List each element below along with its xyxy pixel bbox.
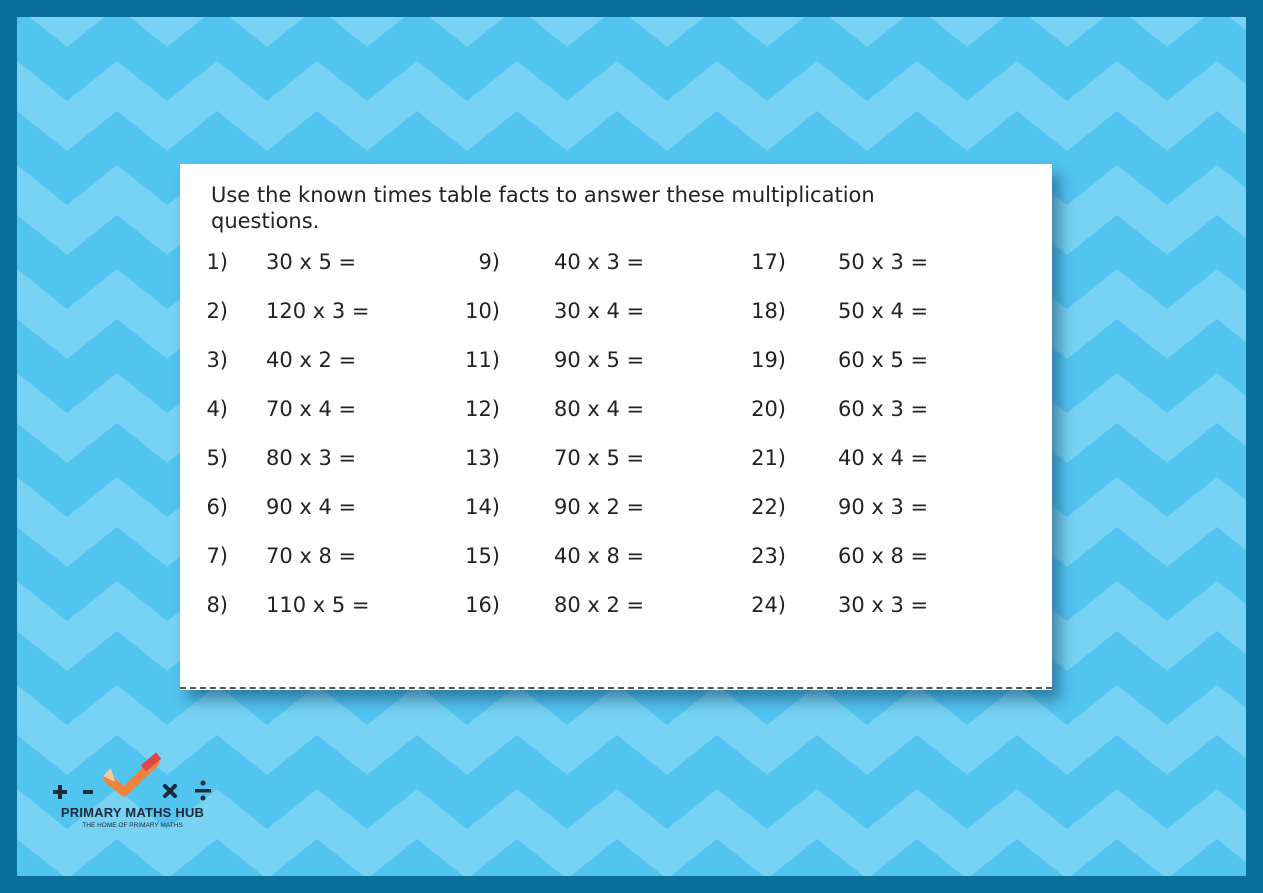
question-number: 19) (751, 348, 786, 372)
logo-brand-name: PRIMARY MATHS HUB (60, 805, 205, 820)
question-expression: 70 x 5 = (554, 446, 645, 470)
minus-icon (83, 790, 93, 794)
question-number: 17) (751, 250, 786, 274)
question-expression: 80 x 2 = (554, 593, 645, 617)
question-expression: 90 x 2 = (554, 495, 645, 519)
question-item (738, 593, 929, 617)
worksheet-instruction (211, 182, 1011, 234)
question-number: 23) (751, 544, 786, 568)
question-number: 8) (206, 593, 228, 617)
question-number: 4) (206, 397, 228, 421)
checkmark-pencil-icon (103, 753, 161, 792)
question-item (198, 348, 357, 372)
question-item (452, 593, 645, 617)
question-number: 15) (465, 544, 500, 568)
question-item (198, 544, 357, 568)
question-item (738, 299, 929, 323)
question-number: 14) (465, 495, 500, 519)
question-item (452, 544, 645, 568)
logo-icons (45, 752, 220, 807)
question-expression: 50 x 3 = (838, 250, 929, 274)
instruction-line-1: Use the known times table facts to answer these multiplication (211, 183, 875, 207)
question-item (452, 299, 645, 323)
question-number: 22) (751, 495, 786, 519)
question-item (738, 495, 929, 519)
question-expression: 70 x 8 = (266, 544, 357, 568)
question-item (198, 299, 370, 323)
times-icon (165, 786, 175, 796)
question-number: 18) (751, 299, 786, 323)
question-item (738, 544, 929, 568)
question-item (738, 397, 929, 421)
question-number: 11) (465, 348, 500, 372)
question-number: 1) (206, 250, 228, 274)
question-item (738, 446, 929, 470)
question-number: 13) (465, 446, 500, 470)
question-item (198, 250, 357, 274)
question-expression: 90 x 3 = (838, 495, 929, 519)
question-number: 24) (751, 593, 786, 617)
question-expression: 120 x 3 = (266, 299, 370, 323)
question-number: 3) (206, 348, 228, 372)
question-item (452, 446, 645, 470)
question-expression: 30 x 3 = (838, 593, 929, 617)
cut-line-divider (180, 687, 1052, 689)
question-number: 16) (465, 593, 500, 617)
question-expression: 30 x 4 = (554, 299, 645, 323)
instruction-line-2: questions. (211, 209, 320, 233)
question-expression: 30 x 5 = (266, 250, 357, 274)
question-expression: 40 x 8 = (554, 544, 645, 568)
logo-tagline: THE HOME OF PRIMARY MATHS (82, 822, 183, 829)
question-item (738, 250, 929, 274)
question-item (738, 348, 929, 372)
question-expression: 70 x 4 = (266, 397, 357, 421)
question-expression: 90 x 5 = (554, 348, 645, 372)
question-number: 6) (206, 495, 228, 519)
question-expression: 40 x 4 = (838, 446, 929, 470)
question-expression: 40 x 3 = (554, 250, 645, 274)
question-number: 2) (206, 299, 228, 323)
question-item (452, 250, 645, 274)
question-expression: 60 x 3 = (838, 397, 929, 421)
question-expression: 40 x 2 = (266, 348, 357, 372)
question-item (452, 348, 645, 372)
question-number: 10) (465, 299, 500, 323)
question-number: 7) (206, 544, 228, 568)
question-item (452, 495, 645, 519)
question-number: 20) (751, 397, 786, 421)
primary-maths-hub-logo (45, 752, 220, 834)
question-item (198, 446, 357, 470)
question-expression: 60 x 8 = (838, 544, 929, 568)
question-expression: 90 x 4 = (266, 495, 357, 519)
question-expression: 110 x 5 = (266, 593, 370, 617)
question-item (198, 495, 357, 519)
question-item (198, 397, 357, 421)
question-number: 5) (206, 446, 228, 470)
plus-icon (53, 785, 67, 799)
divide-icon (195, 781, 211, 801)
question-expression: 50 x 4 = (838, 299, 929, 323)
question-expression: 60 x 5 = (838, 348, 929, 372)
question-expression: 80 x 4 = (554, 397, 645, 421)
question-number: 12) (465, 397, 500, 421)
question-item (198, 593, 370, 617)
worksheet (180, 164, 1052, 690)
question-item (452, 397, 645, 421)
question-expression: 80 x 3 = (266, 446, 357, 470)
question-number: 21) (751, 446, 786, 470)
question-number: 9) (478, 250, 500, 274)
